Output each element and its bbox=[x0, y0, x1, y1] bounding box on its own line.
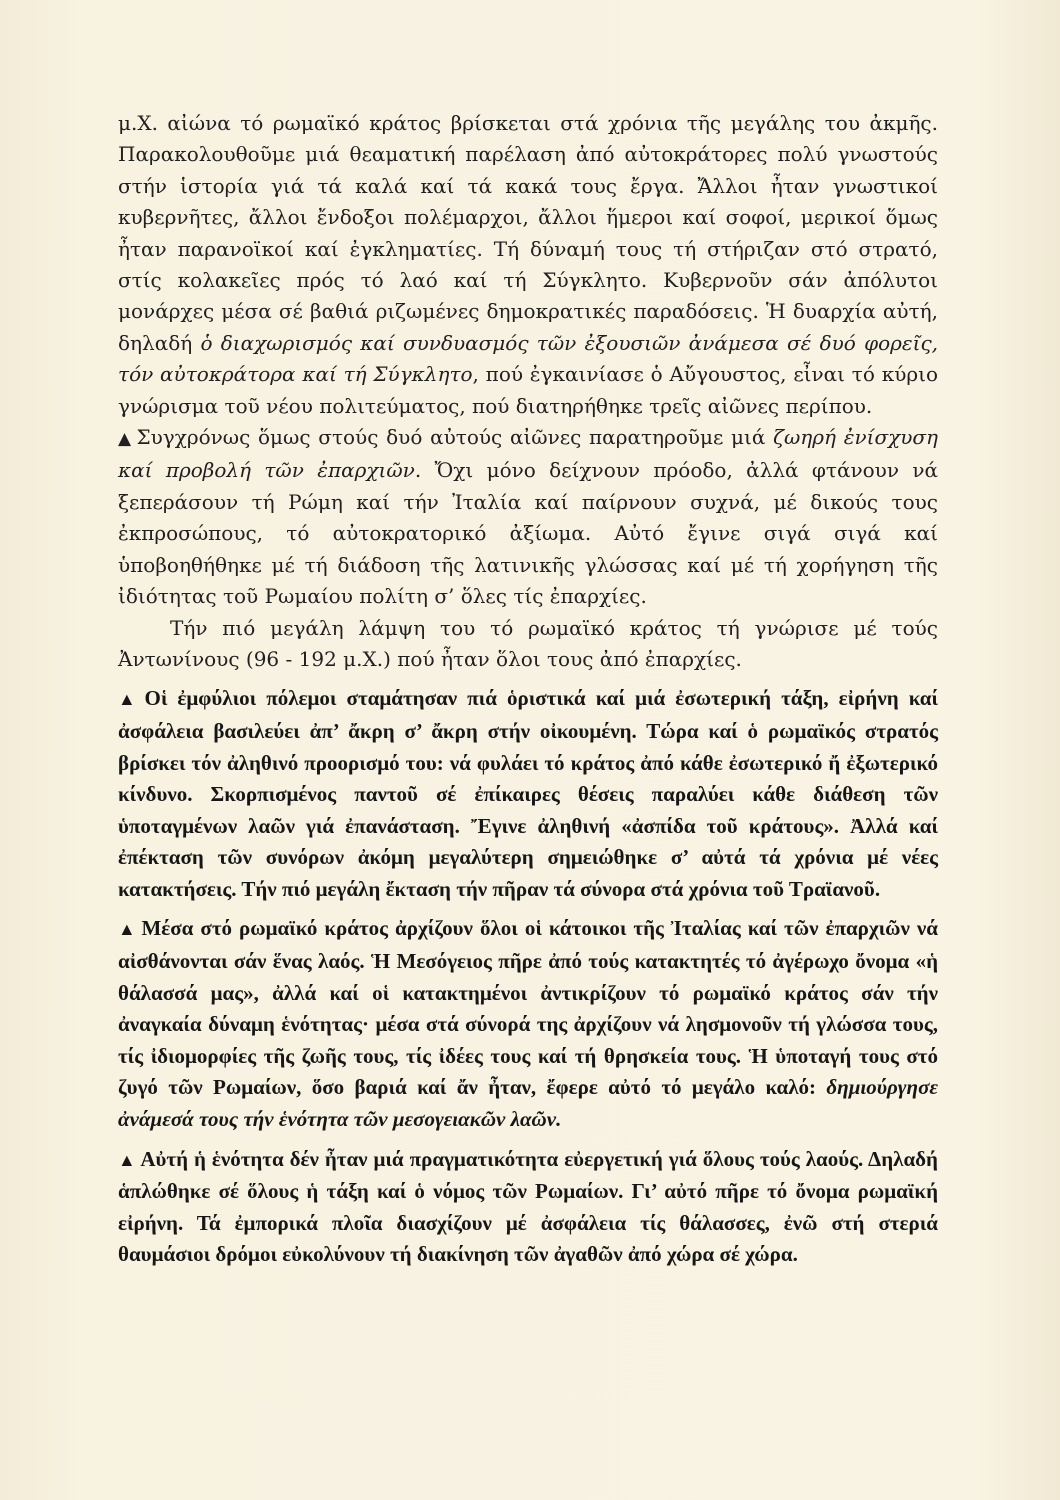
triangle-marker-icon: ▲ bbox=[118, 429, 133, 450]
paragraph-5 bbox=[118, 913, 938, 1135]
document-body bbox=[118, 108, 938, 1271]
paragraph-3-text-1: Τήν πιό μεγάλη λάμψη του τό ρωμαϊκό κράτος τή γνώρισε μέ τούς Ἀντωνίνους (96 - 192 μ.Χ.) πού ἦταν ὅλοι τους ἀπό ἐπαρχίες. bbox=[118, 615, 938, 671]
paragraph-6-text-1: Αὐτή ἡ ἑνότητα δέν ἦταν μιά πραγματικότητα εὐεργετική γιά ὅλους τούς λαούς. Δηλαδή ἁπλώθηκε σέ ὅλους ἡ τάξη καί ὁ νόμος τῶν Ρωμαίων. Γι’ αὐτό πῆρε τό ὄνομα ρωμαϊκή εἰρήνη. Τά ἐμπορικά πλοῖα διασχίζουν μέ ἀσφάλεια τίς θάλασσες, ἐνῶ στή στεριά θαυμάσιοι δρόμοι εὐκολύνουν τή διακίνηση τῶν ἀγαθῶν ἀπό χώρα σέ χώρα. bbox=[118, 1146, 938, 1267]
paragraph-5-italic-1: δημιούργησε ἀνάμεσά τους τήν ἑνότητα τῶν μεσογειακῶν λαῶν. bbox=[118, 1075, 938, 1132]
paragraph-4 bbox=[118, 683, 938, 905]
triangle-marker-icon: ▲ bbox=[118, 689, 141, 710]
paragraph-2-text-1: Συγχρόνως ὅμως στούς δυό αὐτούς αἰῶνες παρατηροῦμε μιά bbox=[136, 425, 774, 450]
triangle-marker-icon: ▲ bbox=[118, 919, 138, 940]
paragraph-1 bbox=[118, 108, 938, 422]
paragraph-2-italic-1: ζωηρή ἐνίσχυση καί προβολή τῶν ἐπαρχιῶν bbox=[118, 425, 939, 483]
paragraph-2 bbox=[118, 422, 938, 612]
paragraph-1-italic-1: ὁ διαχωρισμός καί συνδυασμός τῶν ἐξουσιῶν ἀνάμεσα σέ δυό φορεῖς, τόν αὐτοκράτορα καί τή Σύγκλητο bbox=[118, 330, 938, 387]
triangle-marker-icon: ▲ bbox=[118, 1149, 137, 1170]
paragraph-2-text-2: . Ὄχι μόνο δείχνουν πρόοδο, ἀλλά φτάνουν νά ξεπεράσουν τή Ρώμη καί τήν Ἰταλία καί παίρνουν συχνά, μέ δικούς τους ἐκπροσώπους, τό αὐτοκρατορικό ἀξίωμα. Αὐτό ἔγινε σιγά σιγά καί ὑποβοηθήθηκε μέ τή διάδοση τῆς λατινικῆς γλώσσας καί μέ τή χορήγηση τῆς ἰδιότητας τοῦ Ρωμαίου πολίτη σ’ ὅλες τίς ἐπαρχίες. bbox=[118, 458, 939, 609]
paragraph-1-text-2: , πού ἐγκαινίασε ὁ Αὔγουστος, εἶναι τό κύριο γνώρισμα τοῦ νέου πολιτεύματος, πού διατηρήθηκε τρεῖς αἰῶνες περίπου. bbox=[118, 362, 938, 418]
paragraph-3 bbox=[118, 613, 938, 676]
paragraph-5-text-1: Μέσα στό ρωμαϊκό κράτος ἀρχίζουν ὅλοι οἱ κάτοικοι τῆς Ἰταλίας καί τῶν ἐπαρχιῶν νά αἰσθάνονται σάν ἕνας λαός. Ἡ Μεσόγειος πῆρε ἀπό τούς κατακτητές τό ἀγέρωχο ὄνομα «ἡ θάλασσά μας», ἀλλά καί οἱ κατακτημένοι ἀντικρίζουν τό ρωμαϊκό κράτος σάν τήν ἀναγκαία δύναμη ἑνότητας· μέσα στά σύνορά της ἀρχίζουν νά λησμονοῦν τή γλώσσα τους, τίς ἰδιομορφίες τῆς ζωῆς τους, τίς ἰδέες τους καί τή θρησκεία τους. Ἡ ὑποταγή τους στό ζυγό τῶν Ρωμαίων, ὅσο βαριά καί ἄν ἦταν, ἔφερε αὐτό τό μεγάλο καλό: bbox=[118, 916, 938, 1100]
paragraph-4-text-1: Οἱ ἐμφύλιοι πόλεμοι σταμάτησαν πιά ὁριστικά καί μιά ἐσωτερική τάξη, εἰρήνη καί ἀσφάλεια βασιλεύει ἀπ’ ἄκρη σ’ ἄκρη στήν οἰκουμένη. Τώρα καί ὁ ρωμαϊκός στρατός βρίσκει τόν ἀληθινό προορισμό του: νά φυλάει τό κράτος ἀπό κάθε ἐσωτερικό ἤ ἐξωτερικό κίνδυνο. Σκορπισμένος παντοῦ σέ ἐπίκαιρες θέσεις παραλύει κάθε διάθεση τῶν ὑποταγμένων λαῶν γιά ἐπανάσταση. Ἔγινε ἀληθινή «ἀσπίδα τοῦ κράτους». Ἀλλά καί ἐπέκταση τῶν συνόρων ἀκόμη μεγαλύτερη σημειώθηκε σ’ αὐτά τά χρόνια μέ νέες κατακτήσεις. Τήν πιό μεγάλη ἔκταση τήν πῆραν τά σύνορα στά χρόνια τοῦ Τραϊανοῦ. bbox=[118, 686, 938, 901]
paragraph-1-text-1: μ.Χ. αἰώνα τό ρωμαϊκό κράτος βρίσκεται στά χρόνια τῆς μεγάλης του ἀκμῆς. Παρακολουθοῦμε μιά θεαματική παρέλαση ἀπό αὐτοκράτορες πολύ γνωστούς στήν ἱστορία γιά τά καλά καί τά κακά τους ἔργα. Ἄλλοι ἦταν γνωστικοί κυβερνῆτες, ἄλλοι ἔνδοξοι πολέμαρχοι, ἄλλοι ἥμεροι καί σοφοί, μερικοί ὅμως ἦταν παρανοϊκοί καί ἐγκληματίες. Τή δύναμή τους τή στήριζαν στό στρατό, στίς κολακεῖες πρός τό λαό καί τή Σύγκλητο. Κυβερνοῦν σάν ἀπόλυτοι μονάρχες μέσα σέ βαθιά ριζωμένες δημοκρατικές παραδόσεις. Ἡ δυαρχία αὐτή, δηλαδή bbox=[118, 111, 938, 355]
paragraph-6 bbox=[118, 1144, 938, 1271]
